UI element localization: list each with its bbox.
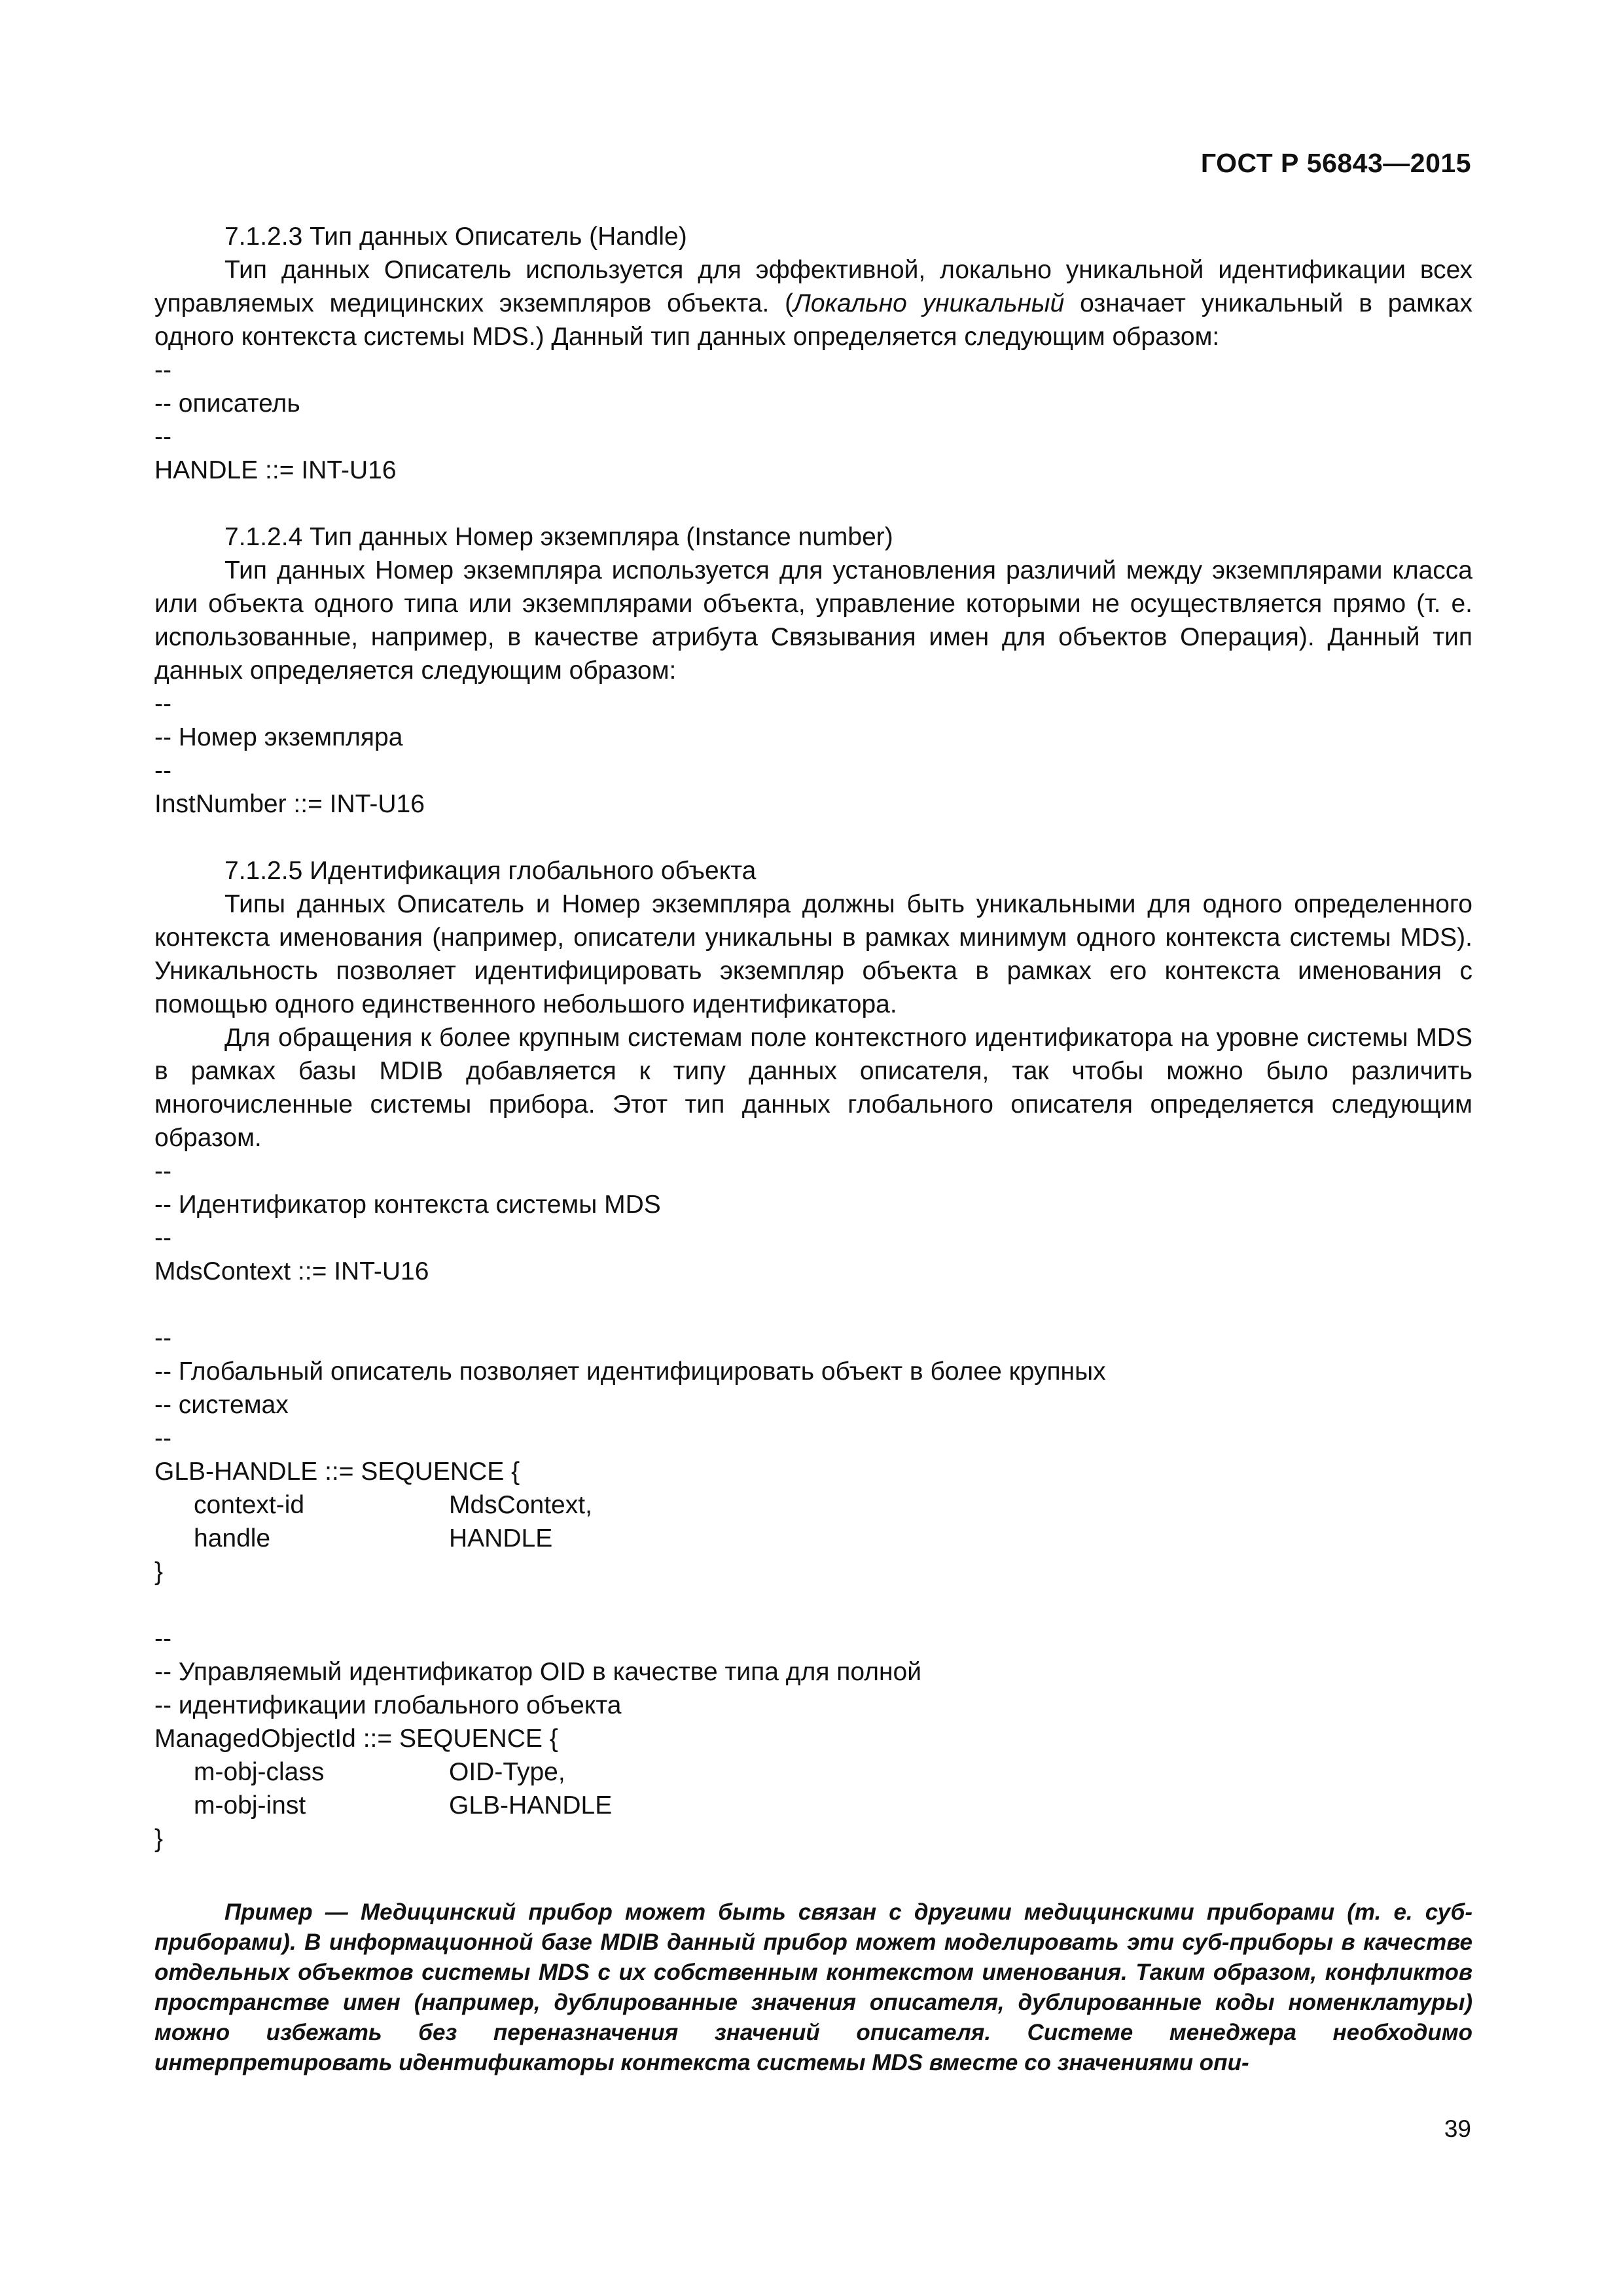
section-paragraph-handle: Тип данных Описатель используется для эффективной, локально уникальной идентификации всех управляемых медицинских экземпляров объекта. (Локально уникальный означает уникальный в рамках одного контекста системы MDS.) Данный тип данных определяется следующим образом: bbox=[154, 256, 1472, 351]
field-name: m-obj-class bbox=[194, 1758, 325, 1786]
code-line: InstNumber ::= INT-U16 bbox=[154, 790, 425, 818]
section-paragraph-global-1: Типы данных Описатель и Номер экземпляра должны быть уникальными для одного определенного контекста именования (например, описатели уникальны в рамках минимум одного контекста системы MDS). Уникальность позволяет идентифицировать экземпляр объекта в рамках его контекста именования с помощью одного единственного небольшого идентификатора. bbox=[154, 890, 1472, 1018]
code-line: MdsContext ::= INT-U16 bbox=[154, 1257, 429, 1285]
code-line: -- Глобальный описатель позволяет идентифицировать объект в более крупных bbox=[154, 1357, 1106, 1386]
code-line: -- описатель bbox=[154, 389, 300, 418]
field-name: handle bbox=[194, 1524, 271, 1552]
code-line: -- bbox=[154, 356, 171, 384]
code-line: HANDLE ::= INT-U16 bbox=[154, 456, 397, 484]
code-field-row bbox=[154, 1488, 1472, 1522]
field-type: OID-Type, bbox=[449, 1758, 565, 1786]
section-heading-7-1-2-4: 7.1.2.4 Тип данных Номер экземпляра (Instance number) bbox=[224, 523, 893, 551]
section-heading-7-1-2-5: 7.1.2.5 Идентификация глобального объекта bbox=[224, 857, 757, 885]
page-body bbox=[154, 220, 1472, 2078]
field-type: GLB-HANDLE bbox=[449, 1791, 613, 1820]
code-line: -- Идентификатор контекста системы MDS bbox=[154, 1191, 661, 1219]
code-line: -- bbox=[154, 1624, 171, 1653]
field-type: MdsContext, bbox=[449, 1491, 592, 1519]
field-name: m-obj-inst bbox=[194, 1791, 306, 1820]
standard-id: ГОСТ Р 56843—2015 bbox=[1200, 148, 1471, 178]
code-field-row bbox=[154, 1522, 1472, 1555]
code-line: -- Управляемый идентификатор OID в качестве типа для полной bbox=[154, 1658, 921, 1686]
section-paragraph-global-2: Для обращения к более крупным системам поле контекстного идентификатора на уровне системы MDS в рамках базы MDIB добавляется к типу данных описателя, так чтобы можно было различить многочисленные системы прибора. Этот тип данных глобального описателя определяется следующим образом. bbox=[154, 1024, 1472, 1152]
code-line: -- bbox=[154, 757, 171, 785]
code-line: -- bbox=[154, 690, 171, 718]
code-field-row bbox=[154, 1789, 1472, 1822]
code-line: -- bbox=[154, 1324, 171, 1352]
section-heading-7-1-2-3: 7.1.2.3 Тип данных Описатель (Handle) bbox=[224, 223, 687, 251]
code-line: -- Номер экземпляра bbox=[154, 723, 403, 751]
code-line: -- bbox=[154, 423, 171, 451]
page-number: 39 bbox=[1444, 2115, 1471, 2142]
code-line: -- bbox=[154, 1224, 171, 1252]
code-line: -- bbox=[154, 1157, 171, 1185]
code-close-brace: } bbox=[154, 1825, 164, 1853]
code-field-row bbox=[154, 1755, 1472, 1789]
italic-term: Локально уникальный bbox=[793, 289, 1065, 317]
code-line: -- bbox=[154, 1424, 171, 1452]
code-declaration: GLB-HANDLE ::= SEQUENCE { bbox=[154, 1458, 520, 1486]
field-name: context-id bbox=[194, 1491, 305, 1519]
code-line: -- системах bbox=[154, 1391, 289, 1419]
code-close-brace: } bbox=[154, 1558, 164, 1586]
example-note: Пример — Медицинский прибор может быть связан с другими медицинскими приборами (т. е. суб-приборами). В информационной базе MDIB данный прибор может моделировать эти суб-приборы в качестве отдельных объектов системы MDS с их собственным контекстом именования. Таким образом, конфликтов пространстве имен (например, дублированные значения описателя, дублированные коды номенклатуры) можно избежать без переназначения значений описателя. Системе менеджера необходимо интерпретировать идентификаторы контекста системы MDS вместе со значениями опи- bbox=[154, 1899, 1472, 2075]
code-line: -- идентификации глобального объекта bbox=[154, 1691, 622, 1719]
section-paragraph-instance-number: Тип данных Номер экземпляра используется для установления различий между экземплярами класса или объекта одного типа или экземплярами объекта, управление которыми не осуществляется прямо (т. е. использованные, например, в качестве атрибута Связывания имен для объектов Операция). Данный тип данных определяется следующим образом: bbox=[154, 556, 1472, 685]
code-declaration: ManagedObjectId ::= SEQUENCE { bbox=[154, 1725, 558, 1753]
field-type: HANDLE bbox=[449, 1524, 553, 1552]
